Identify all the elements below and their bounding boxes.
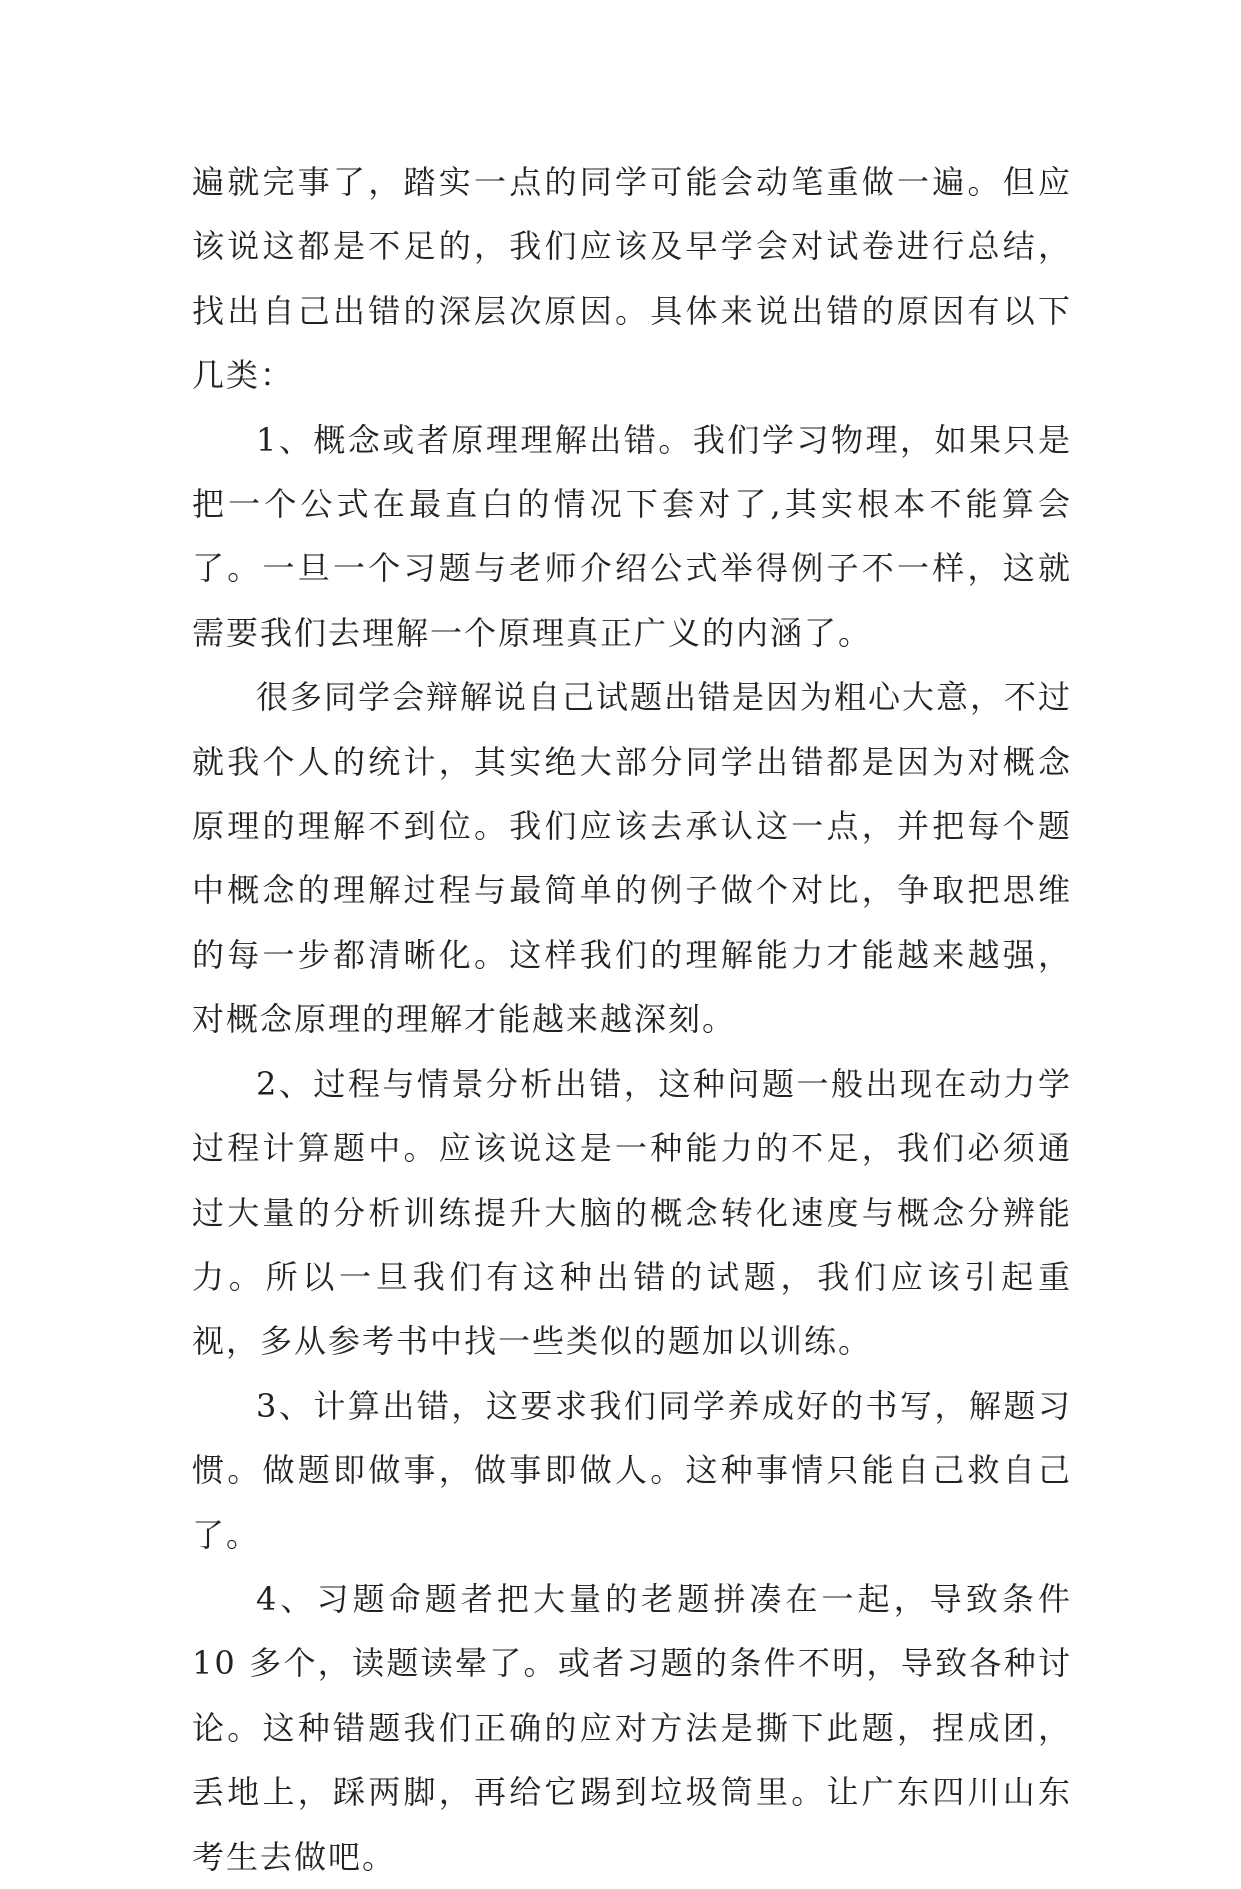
- paragraph-intro: 遍就完事了，踏实一点的同学可能会动笔重做一遍。但应该说这都是不足的，我们应该及早学会对试卷进行总结，找出自己出错的深层次原因。具体来说出错的原因有以下几类：: [192, 163, 1072, 395]
- paragraph-reason-1: 1、概念或者原理理解出错。我们学习物理，如果只是把一个公式在最直白的情况下套对了,其实根本不能算会了。一旦一个习题与老师介绍公式举得例子不一样，这就需要我们去理解一个原理真正广义的内涵了。: [192, 420, 1072, 652]
- body-text: [192, 150, 1072, 1889]
- paragraph-reason-3: 3、计算出错，这要求我们同学养成好的书写，解题习惯。做题即做事，做事即做人。这种事情只能自己救自己了。: [192, 1386, 1072, 1554]
- paragraph-reason-2: 2、过程与情景分析出错，这种问题一般出现在动力学过程计算题中。应该说这是一种能力的不足，我们必须通过大量的分析训练提升大脑的概念转化速度与概念分辨能力。所以一旦我们有这种出错的试题，我们应该引起重视，多从参考书中找一些类似的题加以训练。: [192, 1064, 1072, 1361]
- paragraph-reason-1-discussion: 很多同学会辩解说自己试题出错是因为粗心大意，不过就我个人的统计，其实绝大部分同学出错都是因为对概念原理的理解不到位。我们应该去承认这一点，并把每个题中概念的理解过程与最简单的例子做个对比，争取把思维的每一步都清晰化。这样我们的理解能力才能越来越强，对概念原理的理解才能越来越深刻。: [192, 678, 1073, 1039]
- paragraph-reason-4: 4、习题命题者把大量的老题拼凑在一起，导致条件 10 多个，读题读晕了。或者习题的条件不明，导致各种讨论。这种错题我们正确的应对方法是撕下此题，捏成团，丢地上，踩两脚，再给它踢到垃圾筒里。让广东四川山东考生去做吧。: [192, 1579, 1072, 1876]
